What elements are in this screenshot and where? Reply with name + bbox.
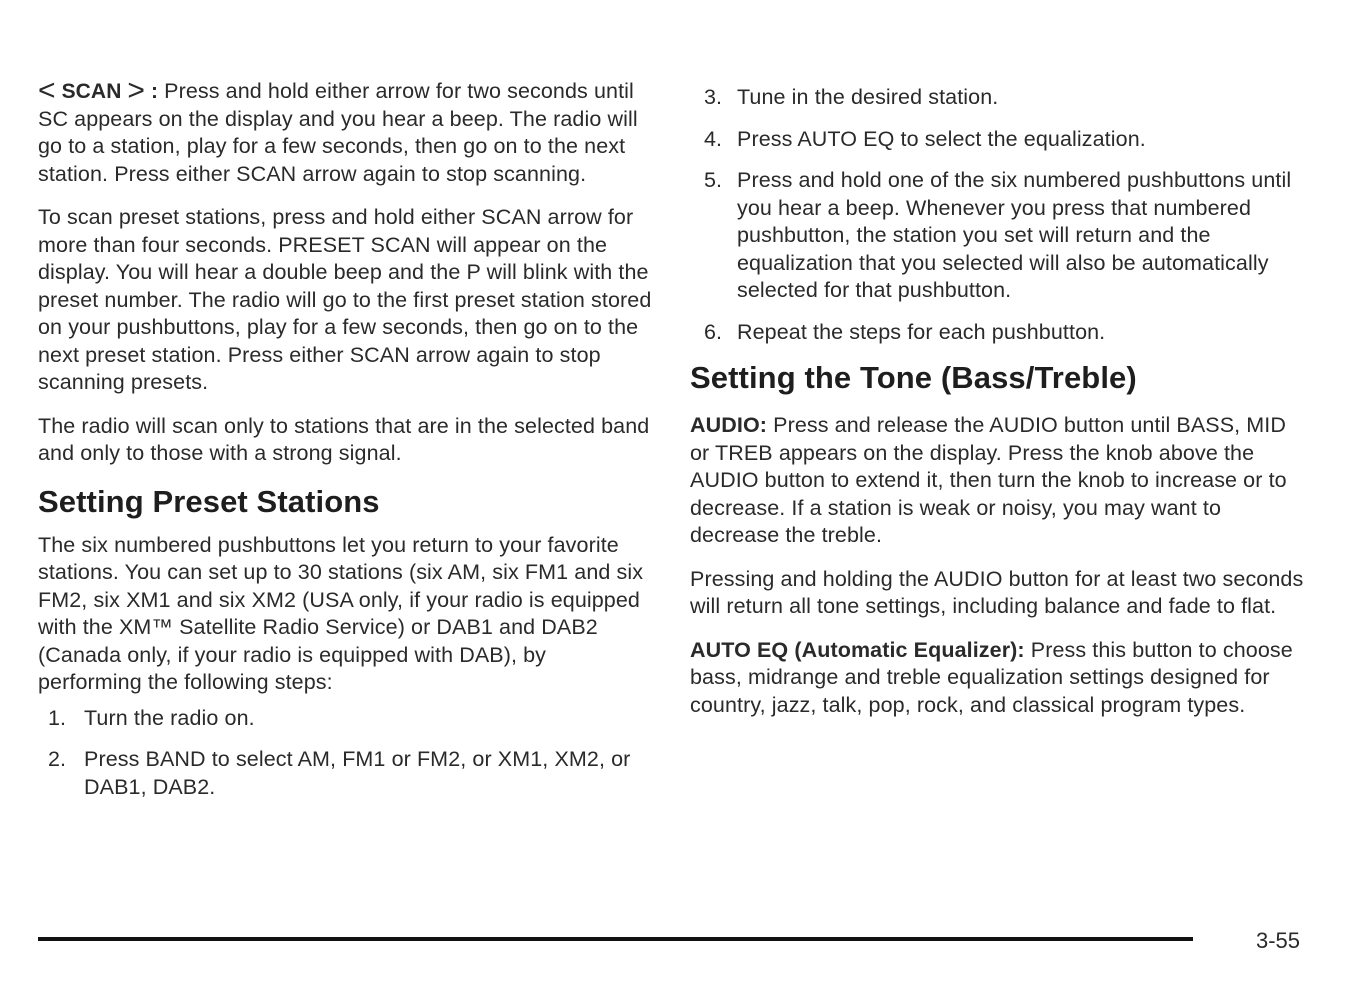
step-text: Press AUTO EQ to select the equalization. — [737, 126, 1146, 151]
step-number: 3. — [704, 85, 723, 109]
list-item — [690, 84, 1305, 112]
auto-eq-text: Press this button to choose bass, midrange and treble equalization settings designed for country, jazz, talk, pop, rock, and classical program types. — [690, 637, 1293, 717]
band-paragraph: The radio will scan only to stations that are in the selected band and only to those with a strong signal. — [38, 413, 650, 465]
right-column — [690, 84, 1305, 735]
left-column — [38, 74, 653, 815]
reset-paragraph: Pressing and holding the AUDIO button for at least two seconds will return all tone settings, including balance and fade to flat. — [690, 566, 1304, 618]
list-item — [38, 705, 653, 733]
step-text: Press and hold one of the six numbered pushbuttons until you hear a beep. Whenever you press that numbered pushbutton, the station you set will return and the equalization that you selected will also be automatically selected for that pushbutton. — [737, 168, 1292, 302]
scan-term: SCAN — [61, 80, 122, 103]
scan-label — [38, 74, 159, 107]
steps-list-left — [38, 705, 653, 802]
presets-paragraph: The six numbered pushbuttons let you return to your favorite stations. You can set up to 30 stations (six AM, six FM1 and six FM2, six XM1 and six XM2 (USA only, if your radio is equipped with the XM™ Satellite Radio Service) or DAB1 and DAB2 (Canada only, if your radio is equipped with DAB), by performing the following steps: — [38, 532, 644, 694]
list-item — [690, 319, 1305, 347]
list-item — [690, 126, 1305, 154]
scan-paragraph — [38, 74, 653, 188]
preset-scan-paragraph: To scan preset stations, press and hold either SCAN arrow for more than four seconds. PRESET SCAN will appear on the display. You will hear a double beep and the P will blink with the preset number. The radio will go to the first preset station stored on your pushbuttons, play for a few seconds, then go on to the next preset station. Press either SCAN arrow again to stop scanning presets. — [38, 205, 652, 394]
list-item — [690, 167, 1305, 305]
step-number: 2. — [48, 747, 67, 771]
step-text: Press BAND to select AM, FM1 or FM2, or XM1, XM2, or DAB1, DAB2. — [84, 747, 631, 799]
scan-colon: : — [150, 80, 159, 103]
heading-setting-the-tone: Setting the Tone (Bass/Treble) — [690, 360, 1137, 395]
step-text: Repeat the steps for each pushbutton. — [737, 319, 1106, 344]
auto-eq-paragraph — [690, 637, 1305, 720]
step-number: 5. — [704, 168, 723, 192]
audio-term: AUDIO: — [690, 413, 768, 437]
footer-rule — [38, 937, 1193, 941]
page-number: 3-55 — [1256, 928, 1301, 953]
step-number: 1. — [48, 705, 67, 730]
step-number: 4. — [704, 126, 723, 151]
step-number: 6. — [704, 319, 723, 344]
steps-list-right — [690, 84, 1305, 346]
scan-text: Press and hold either arrow for two seconds until SC appears on the display and you hear a beep. The radio will go to a station, play for a few seconds, then go on to the next station. Press either SCAN arrow again to stop scanning. — [38, 79, 638, 186]
left-arrow-icon: < — [38, 74, 56, 107]
auto-eq-term: AUTO EQ (Automatic Equalizer): — [690, 637, 1025, 662]
audio-paragraph — [690, 412, 1305, 550]
step-text: Turn the radio on. — [84, 705, 255, 730]
step-text: Tune in the desired station. — [737, 85, 999, 109]
audio-text: Press and release the AUDIO button until BASS, MID or TREB appears on the display. Press the knob above the AUDIO button to extend it, then turn the knob to increase or to decrease. If a station is weak or noisy, you may want to decrease the treble. — [690, 413, 1287, 547]
right-arrow-icon: > — [127, 74, 146, 107]
heading-setting-preset-stations: Setting Preset Stations — [38, 483, 380, 519]
list-item — [38, 746, 653, 801]
